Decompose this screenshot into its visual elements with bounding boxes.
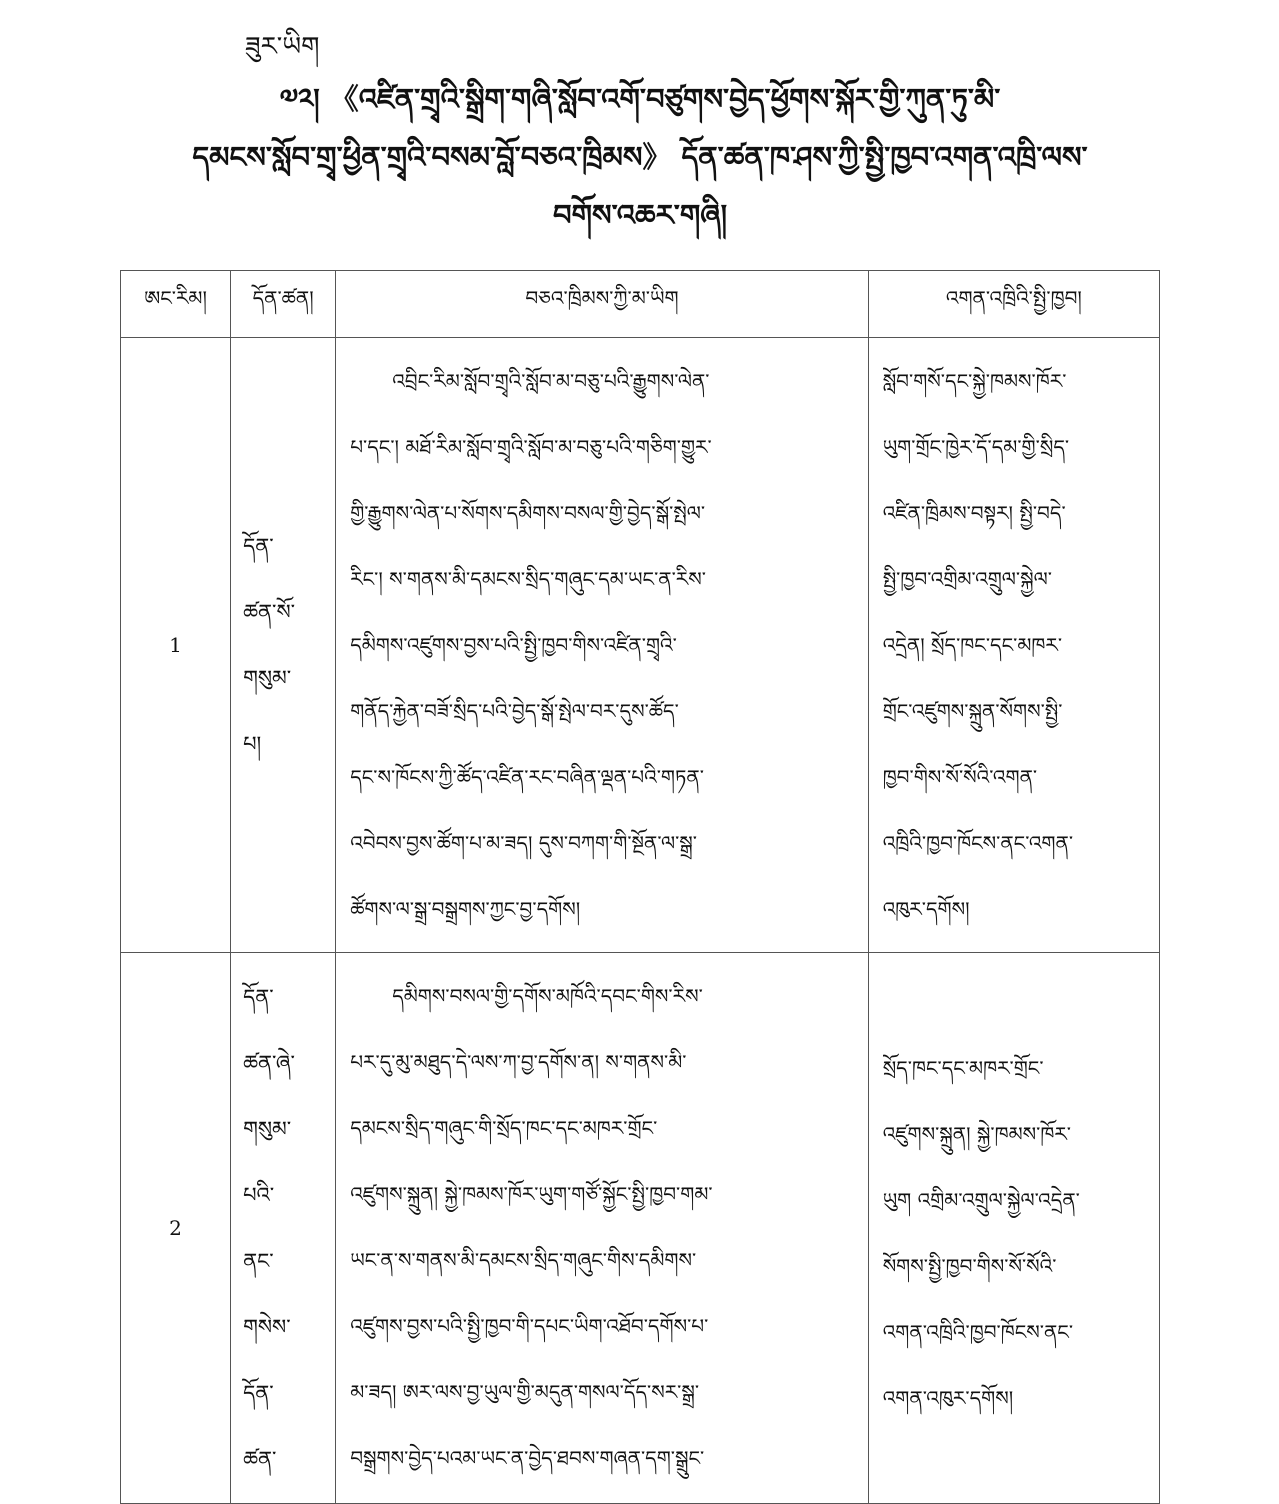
table-row — [121, 338, 1160, 953]
header-number: ཨང་རིམ། — [121, 271, 231, 338]
document-title — [150, 70, 1130, 244]
text-line: འཛིན་ཁྲིམས་བསྟར། སྤྱི་བདེ་ — [882, 501, 1066, 525]
text-line: སོགས་སྤྱི་ཁྱབ་གིས་སོ་སོའི་ — [882, 1254, 1057, 1278]
table-header-row — [121, 271, 1160, 338]
text-line: གྲོང་འཛུགས་སྐྲུན་སོགས་སྤྱི་ — [882, 699, 1063, 723]
regulation-text — [336, 953, 869, 1504]
article-name — [231, 338, 336, 953]
article-name-line: ནང་ — [243, 1249, 274, 1273]
text-line: འབྲིང་རིམ་སློབ་གྲྭའི་སློབ་མ་བཅུ་པའི་རྒྱུགས་ལེན་ — [392, 369, 710, 393]
text-line: འཛུགས་སྐྲུན། སྐྱེ་ཁམས་ཁོར་ཡུག་གཙོ་སྐྱོང་སྤྱི་ཁྱབ་གམ་ — [350, 1182, 713, 1206]
text-line: དམིགས་འཛུགས་བྱས་པའི་སྤྱི་ཁྱབ་གིས་འཛིན་གྲྭའི་ — [350, 633, 677, 657]
header-regulation-text: བཅའ་ཁྲིམས་ཀྱི་མ་ཡིག — [336, 271, 869, 338]
text-line: དམིགས་བསལ་གྱི་དགོས་མཁོའི་དབང་གིས་རིས་ — [392, 984, 703, 1008]
header-responsible-department: འགན་འཁྲིའི་སྤྱི་ཁྱབ། — [868, 271, 1159, 338]
title-line-2: དམངས་སློབ་གྲྭ་ཕྱིན་གྲྭའི་བསམ་བློ་བཅའ་ཁྲིམས》 དོན་ཚན་ཁ་ཤས་ཀྱི་སྤྱི་ཁྱབ་འགན་འཁྲི་ལས་ — [192, 140, 1088, 174]
responsible-departments — [868, 338, 1159, 953]
text-line: པ་དང་། མཐོ་རིམ་སློབ་གྲྭའི་སློབ་མ་བཅུ་པའི་གཅིག་གྱུར་ — [350, 435, 712, 459]
responsibility-table — [120, 270, 1160, 1504]
text-line: འཁུར་དགོས། — [882, 897, 970, 921]
text-line: འགན་འཁྲིའི་ཁྱབ་ཁོངས་ནང་ — [882, 1320, 1074, 1344]
article-name-line: ཚན་སོ་ — [243, 600, 296, 624]
text-line: ཡང་ན་ས་གནས་མི་དམངས་སྲིད་གཞུང་གིས་དམིགས་ — [350, 1248, 697, 1272]
text-line: མ་ཟད། ཨར་ལས་བྱ་ཡུལ་གྱི་མདུན་གསལ་དོད་སར་སྒྲ་ — [350, 1380, 700, 1404]
text-line: བསྒྲགས་བྱེད་པའམ་ཡང་ན་བྱེད་ཐབས་གཞན་དག་སྒྲུང་ — [350, 1446, 705, 1470]
regulation-text — [336, 338, 869, 953]
article-name-line: གསུམ་ — [243, 1117, 292, 1141]
article-name-line: དོན་ — [243, 1381, 274, 1405]
article-name-line: དོན་ — [243, 985, 274, 1009]
table-row — [121, 953, 1160, 1504]
article-name-line: གསེས་ — [243, 1315, 291, 1339]
text-line: འཛུགས་བྱས་པའི་སྤྱི་ཁྱབ་གི་དཔང་ཡིག་འཐོབ་དགོས་པ་ — [350, 1314, 709, 1338]
text-line: དམངས་སྲིད་གཞུང་གི་སྲོད་ཁང་དང་མཁར་གྲོང་ — [350, 1116, 658, 1140]
text-line: ཡུག་གྲོང་ཁྱེར་དོ་དམ་གྱི་སྲིད་ — [882, 435, 1070, 459]
text-line: ཁྱབ་གིས་སོ་སོའི་འགན་ — [882, 765, 1038, 789]
text-line: འདྲེན། སྲོད་ཁང་དང་མཁར་ — [882, 633, 1063, 657]
text-line: དང་ས་ཁོངས་ཀྱི་ཚོད་འཛིན་རང་བཞིན་ལྡན་པའི་གཏན་ — [350, 765, 704, 789]
article-name-line: དོན་ — [243, 534, 274, 558]
text-line: འཁྲིའི་ཁྱབ་ཁོངས་ནང་འགན་ — [882, 831, 1074, 855]
article-name-line: ཚན་ — [243, 1447, 277, 1471]
text-line: ཚོགས་ལ་སྒྲ་བསྒྲགས་ཀྱང་བྱ་དགོས། — [350, 897, 581, 921]
text-line: སྲོད་ཁང་དང་མཁར་གྲོང་ — [882, 1056, 1044, 1080]
article-name-line: པ། — [243, 732, 262, 756]
article-name-line: པའི་ — [243, 1183, 275, 1207]
responsible-departments — [868, 953, 1159, 1504]
text-line: པར་དུ་མུ་མཐུད་དེ་ལས་ཀ་བྱ་དགོས་ན། ས་གནས་མི་ — [350, 1050, 687, 1074]
article-name-line: གསུམ་ — [243, 666, 292, 690]
title-line-1: ༧༢། 《འཛིན་གྲྭའི་སྒྲིག་གཞི་སློབ་འགོ་བཙུགས་བྱེད་ཕྱོགས་སྐོར་གྱི་ཀུན་ཏུ་མི་ — [279, 82, 1001, 116]
text-line: གནོད་རྐྱེན་བཟོ་སྲིད་པའི་བྱེད་སྒོ་སྤེལ་བར་དུས་ཚོད་ — [350, 699, 679, 723]
header-article: དོན་ཚན། — [231, 271, 336, 338]
article-name — [231, 953, 336, 1504]
title-line-3: བགོས་འཆར་གཞི། — [552, 198, 728, 232]
text-line: འཛུགས་སྐྲུན། སྐྱེ་ཁམས་ཁོར་ — [882, 1122, 1072, 1146]
text-line: སྤྱི་ཁྱབ་འགྲིམ་འགྲུལ་སྐྱེལ་ — [882, 567, 1052, 591]
row-number: 1 — [121, 338, 231, 953]
text-line: རིང་། ས་གནས་མི་དམངས་སྲིད་གཞུང་དམ་ཡང་ན་རིས་ — [350, 567, 706, 591]
text-line: འགན་འཁུར་དགོས། — [882, 1386, 1014, 1410]
text-line: སློབ་གསོ་དང་སྐྱེ་ཁམས་ཁོར་ — [882, 369, 1067, 393]
row-number: 2 — [121, 953, 231, 1504]
text-line: གྱི་རྒྱུགས་ལེན་པ་སོགས་དམིགས་བསལ་གྱི་བྱེད་སྒོ་སྤེལ་ — [350, 501, 706, 525]
text-line: ཡུག འགྲིམ་འགྲུལ་སྐྱེལ་འདྲེན་ — [882, 1188, 1080, 1212]
text-line: འབེབས་བྱས་ཚོག་པ་མ་ཟད། དུས་བཀག་གི་སྔོན་ལ་སྒྲ་ — [350, 831, 697, 855]
attachment-label: ཟུར་ཡིག — [245, 32, 320, 62]
article-name-line: ཚན་ཞེ་ — [243, 1051, 295, 1075]
